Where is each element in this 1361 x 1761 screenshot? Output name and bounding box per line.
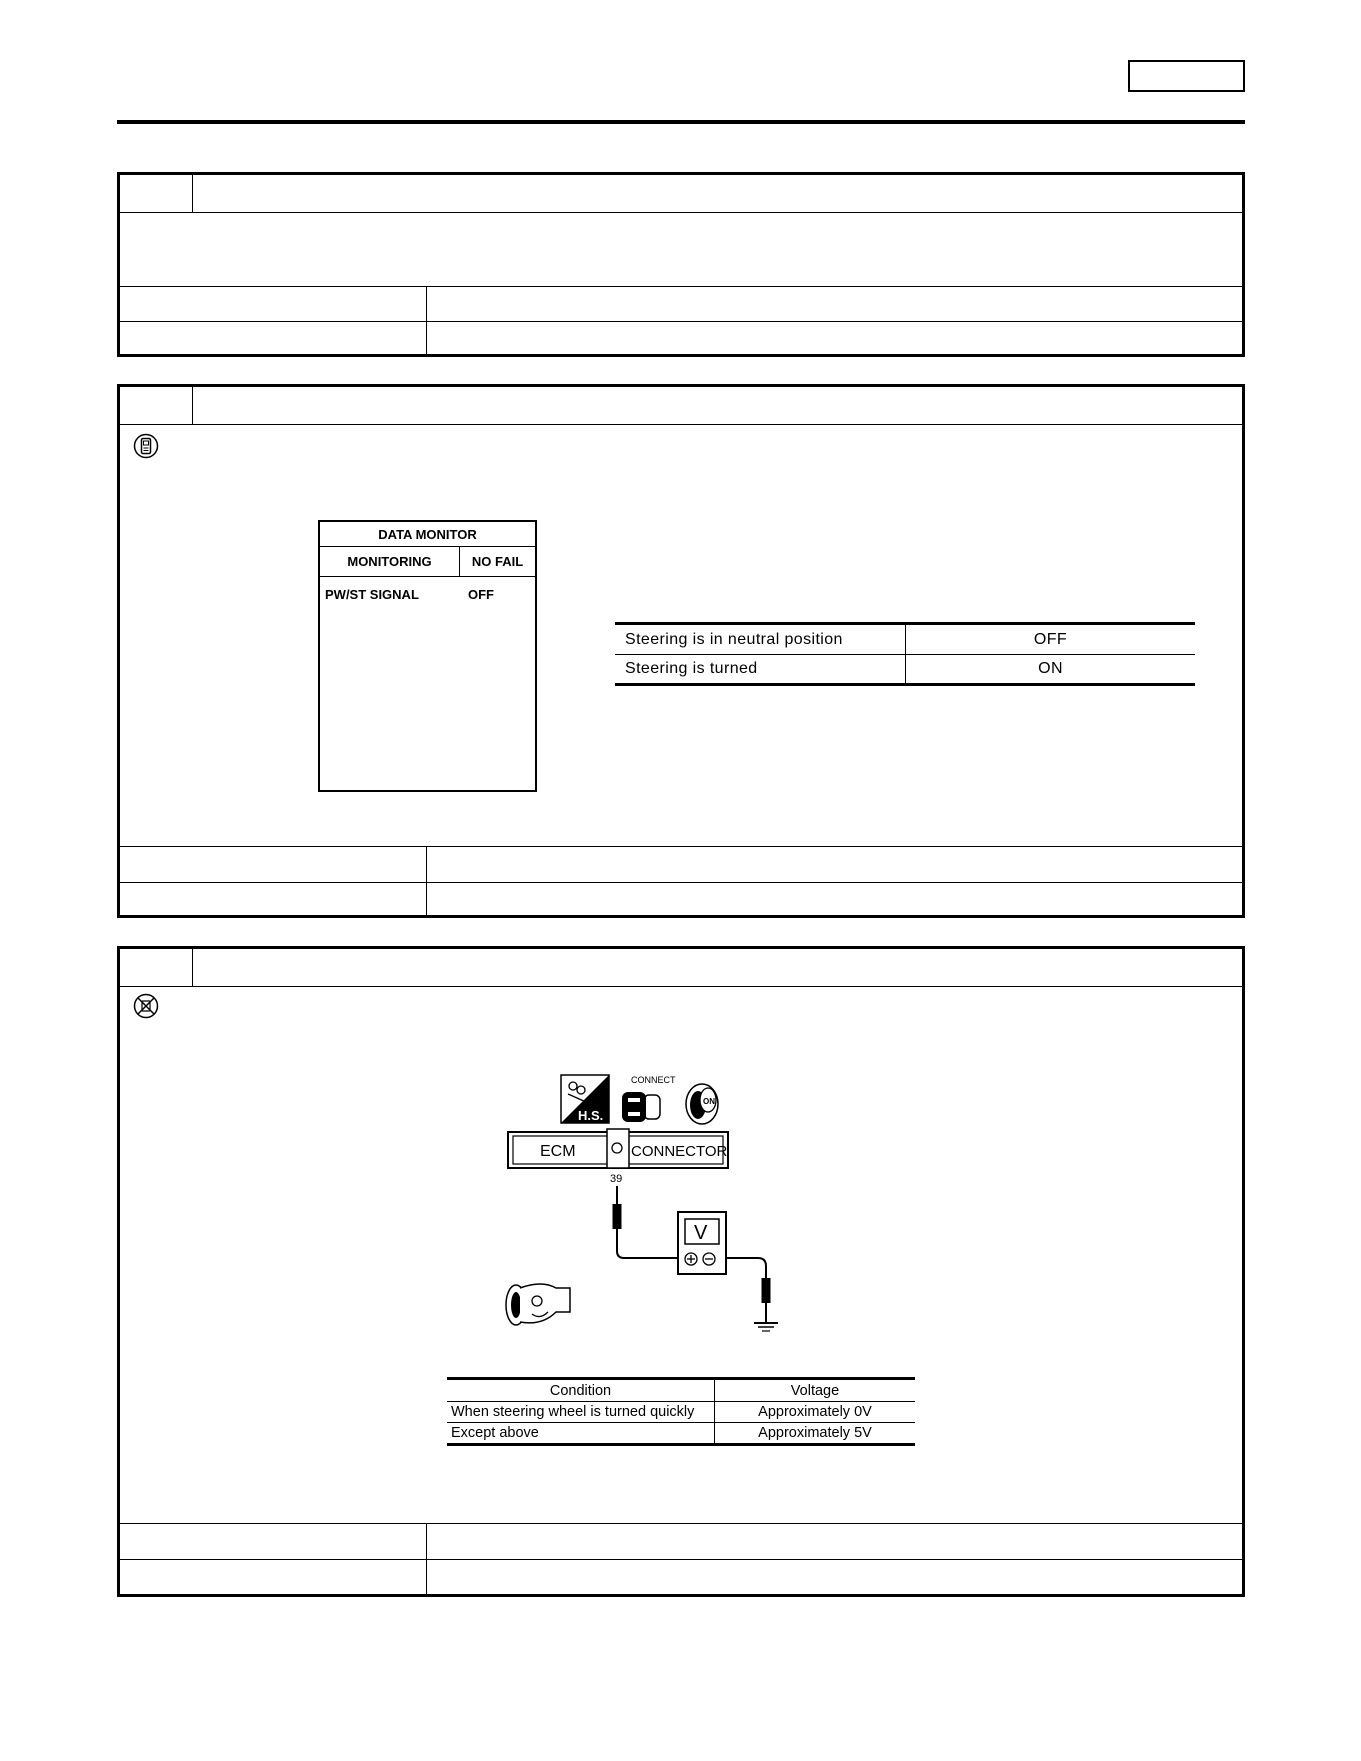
table-header-row <box>447 1380 915 1401</box>
connector-label: CONNECTOR <box>631 1143 728 1160</box>
divider <box>120 1559 1242 1560</box>
divider <box>120 846 1242 847</box>
table-row <box>447 1401 915 1422</box>
key-on-label: ON <box>703 1097 715 1106</box>
condition-cell: When steering wheel is turned quickly <box>451 1404 695 1420</box>
diagram-svg <box>490 1068 790 1338</box>
table-row <box>447 1422 915 1443</box>
divider <box>120 424 1242 425</box>
table-row <box>615 625 1195 654</box>
connect-label: CONNECT <box>631 1075 676 1085</box>
condition-cell: Steering is turned <box>625 660 758 677</box>
no-tools-mode-icon <box>133 993 159 1019</box>
data-monitor-title: DATA MONITOR <box>320 522 535 547</box>
header-rule <box>117 120 1245 124</box>
data-monitor-header <box>320 547 535 577</box>
data-monitor-screen <box>318 520 537 792</box>
voltage-spec-table <box>447 1377 915 1446</box>
voltage-cell: Approximately 0V <box>714 1402 915 1422</box>
consult-mode-icon <box>133 433 159 459</box>
condition-cell: Except above <box>451 1425 539 1441</box>
harness-icon <box>561 1075 609 1123</box>
voltage-check-diagram <box>490 1068 790 1338</box>
steering-signal-table <box>615 622 1195 686</box>
divider <box>120 321 1242 322</box>
divider <box>426 286 427 357</box>
value-cell: ON <box>905 655 1195 683</box>
voltage-header: Voltage <box>714 1380 915 1401</box>
meter-label: V <box>694 1222 708 1244</box>
ecm-label: ECM <box>540 1143 576 1160</box>
no-fail-label: NO FAIL <box>471 554 524 569</box>
value-cell: OFF <box>905 625 1195 654</box>
divider <box>120 1523 1242 1524</box>
divider <box>426 846 427 918</box>
monitoring-label: MONITORING <box>320 547 460 576</box>
harness-label: H.S. <box>578 1108 604 1123</box>
ecm-connector <box>508 1129 728 1185</box>
divider <box>120 286 1242 287</box>
engine-running-icon <box>506 1284 570 1325</box>
step-number-cell <box>120 387 193 424</box>
connect-icon <box>622 1075 676 1122</box>
monitor-item-value: OFF <box>468 587 494 602</box>
divider <box>120 882 1242 883</box>
voltage-cell: Approximately 5V <box>714 1423 915 1443</box>
step-number-cell <box>120 949 193 986</box>
step-number-cell <box>120 175 193 212</box>
divider <box>426 1523 427 1597</box>
condition-cell: Steering is in neutral position <box>625 630 843 648</box>
ignition-key-icon <box>686 1084 718 1124</box>
divider <box>120 986 1242 987</box>
terminal-number: 39 <box>610 1173 623 1185</box>
step-panel-1 <box>117 172 1245 357</box>
page-section-box <box>1128 60 1245 92</box>
divider <box>120 212 1242 213</box>
table-row <box>615 654 1195 683</box>
monitor-item-name: PW/ST SIGNAL <box>325 587 419 602</box>
condition-header: Condition <box>549 1382 612 1399</box>
voltmeter-icon <box>678 1212 726 1274</box>
